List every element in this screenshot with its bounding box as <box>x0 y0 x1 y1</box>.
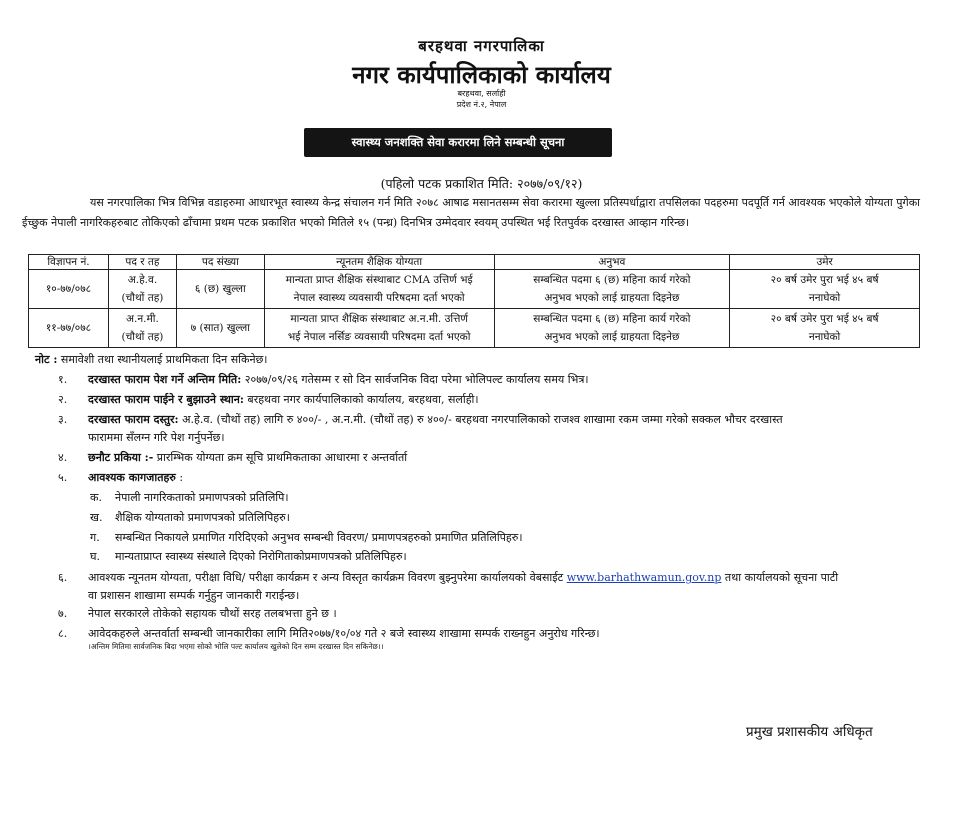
doc-item: मान्यताप्राप्त स्वास्थ्य संस्थाले दिएको निरोगिताकोप्रमाणपत्रको प्रतिलिपिहरु। <box>115 550 407 563</box>
table-header-row <box>29 255 920 270</box>
item-fee <box>88 410 783 430</box>
notice-title: स्वास्थ्य जनशक्ति सेवा करारमा लिने सम्बन्धी सूचना <box>304 128 612 157</box>
item-deadline <box>88 370 589 390</box>
doc-item: नेपाली नागरिकताको प्रमाणपत्रको प्रतिलिपि। <box>115 491 289 504</box>
item-text: २०७७/०९/२६ गतेसम्म र सो दिन सार्वजनिक विदा परेमा भोलिपल्ट कार्यालय समय भित्र। <box>241 373 589 386</box>
col-header-post: पद र तह <box>108 255 176 270</box>
cell-qualification <box>264 270 494 309</box>
office-name: नगर कार्यपालिकाको कार्यालय <box>352 60 611 89</box>
item-number: ६. <box>58 571 68 584</box>
address-line-2: प्रदेश नं.२, नेपाल <box>456 100 507 109</box>
age-line-1: २० बर्ष उमेर पुरा भई ४५ बर्ष <box>770 274 879 286</box>
qual-line-2: नेपाल स्वास्थ्य व्यवसायी परिषदमा दर्ता भएको <box>293 292 465 304</box>
age-line-2: ननाघेको <box>808 292 841 304</box>
cell-age <box>730 270 920 309</box>
doc-letter: क. <box>90 491 102 504</box>
cell-age <box>730 309 920 348</box>
item-text: प्रारम्भिक योग्यता क्रम सूचि प्राथमिकताका आधारमा र अन्तर्वार्ता <box>153 451 408 464</box>
exp-line-1: सम्बन्धित पदमा ६ (छ) महिना कार्य गरेको <box>533 274 691 286</box>
cell-count: ६ (छ) खुल्ला <box>176 270 264 309</box>
doc-letter: ख. <box>90 511 103 524</box>
post-line-2: (चौथों तह) <box>121 331 164 343</box>
footnote: ।अन्तिम मितिमा सार्वजनिक बिदा भएमा सोको भोलि पल्ट कार्यालय खुलेको दिन सम्म दरखास्त दिन सकिनेछ।। <box>88 642 384 651</box>
qual-line-2: भई नेपाल नर्सिङ व्यवसायी परिषदमा दर्ता भएको <box>287 331 471 343</box>
cell-experience <box>494 270 730 309</box>
post-line-1: अ.न.मी. <box>125 313 159 325</box>
doc-item: सम्बन्धित निकायले प्रमाणित गरिदिएको अनुभव सम्बन्धी विवरण/ प्रमाणपत्रहरुको प्रमाणित प्रतिलिपिहरु। <box>115 531 523 544</box>
col-header-ad-no: विज्ञापन नं. <box>29 255 109 270</box>
col-header-qualification: न्यूनतम शैक्षिक योग्यता <box>264 255 494 270</box>
cell-qualification <box>264 309 494 348</box>
item-label: दरखास्त फाराम पाईने र बुझाउने स्थान: <box>88 393 244 406</box>
signature-title: प्रमुख प्रशासकीय अधिकृत <box>746 724 873 740</box>
item-number: ४. <box>58 451 68 464</box>
doc-letter: घ. <box>90 550 100 563</box>
col-header-age: उमेर <box>730 255 920 270</box>
cell-post <box>108 270 176 309</box>
item-number: २. <box>58 393 68 406</box>
item-text: आवश्यक न्यूनतम योग्यता, परीक्षा विधि/ परीक्षा कार्यक्रम र अन्य विस्तृत कार्यक्रम विवरण बुझ्नुपरेमा कार्यालयको वेबसाईट <box>88 571 567 584</box>
website-link[interactable]: www.barhathwamun.gov.np <box>566 571 722 584</box>
address-line-1: बरहथवा, सर्लाही <box>457 89 506 98</box>
doc-item: शैक्षिक योग्यताको प्रमाणपत्रको प्रतिलिपिहरु। <box>115 511 290 524</box>
item-number: ७. <box>58 607 68 620</box>
item-number: ३. <box>58 413 68 426</box>
item-website-info <box>88 568 838 588</box>
cell-experience <box>494 309 730 348</box>
municipality-name: बरहथवा नगरपालिका <box>418 37 545 55</box>
vacancy-table <box>28 254 920 348</box>
cell-count: ७ (सात) खुल्ला <box>176 309 264 348</box>
exp-line-2: अनुभव भएको लाई ग्राहयता दिइनेछ <box>544 331 680 343</box>
item-text-after: तथा कार्यालयको सूचना पाटी <box>721 571 839 584</box>
item-salary: नेपाल सरकारले तोकेको सहायक चौथों सरह तलबभत्ता हुने छ । <box>88 607 337 620</box>
item-label: दरखास्त फाराम पेश गर्ने अन्तिम मिति: <box>88 373 242 386</box>
exp-line-2: अनुभव भएको लाई ग्राहयता दिइनेछ <box>544 292 680 304</box>
col-header-count: पद संख्या <box>176 255 264 270</box>
intro-paragraph: यस नगरपालिका भित्र विभिन्न वडाहरुमा आधारभूत स्वास्थ्य केन्द्र संचालन गर्न मिति २०७८ आषाढ मसानतसम्म सेवा करारमा खुल्ला प्रतिस्पर्धाद्वारा तपसिलका पदहरुमा पदपूर्ति गर्न आवश्यक भएकोले योग्यता पुगेका ईच्छुक नेपाली नागरिकहरुबाट तोकिएको ढाँचामा प्रथम पटक प्रकाशित भएको मितिले १५ (पन्ध्र) दिनभित्र उम्मेदवार स्वयम् उपस्थित भई रितपुर्वक दरखास्त आव्हान गरिन्छ। <box>22 196 920 229</box>
item-website-info-line-2: वा प्रशासन शाखामा सम्पर्क गर्नुहुन जानकारी गराईन्छ। <box>88 589 300 602</box>
item-selection-process <box>88 448 407 468</box>
age-line-1: २० बर्ष उमेर पुरा भई ४५ बर्ष <box>770 313 879 325</box>
item-text: : <box>175 471 184 484</box>
item-required-docs <box>88 468 183 488</box>
publish-date: (पहिलो पटक प्रकाशित मिति: २०७७/०९/१२) <box>380 176 583 191</box>
office-address <box>0 88 963 110</box>
age-line-2: ननाघेको <box>808 331 841 343</box>
item-label: दरखास्त फाराम दस्तुर: <box>88 413 179 426</box>
col-header-experience: अनुभव <box>494 255 730 270</box>
item-text: अ.हे.व. (चौथों तह) लागि रु ४००/- , अ.न.मी. (चौथों तह) रु ४००/- बरहथवा नगरपालिकाको राजश्व शाखामा रकम जम्मा गरेको सक्कल भौचर दरखास्त <box>178 413 783 426</box>
item-fee-line-2: फाराममा सँलग्न गरि पेश गर्नुपर्नेछ। <box>88 431 225 444</box>
doc-letter: ग. <box>90 531 100 544</box>
post-line-2: (चौथों तह) <box>121 292 164 304</box>
item-text: बरहथवा नगर कार्यपालिकाको कार्यालय, बरहथवा, सर्लाही। <box>243 393 479 406</box>
item-label: आवश्यक कागजातहरु <box>88 471 176 484</box>
note-text: समावेशी तथा स्थानीयलाई प्राथमिकता दिन सकिनेछ। <box>57 353 268 366</box>
cell-ad-no: १०-७७/०७८ <box>29 270 109 309</box>
item-number: ८. <box>58 627 68 640</box>
cell-ad-no: ११-७७/०७८ <box>29 309 109 348</box>
note-line <box>35 352 267 367</box>
item-number: ५. <box>58 471 68 484</box>
post-line-1: अ.हे.व. <box>127 274 158 286</box>
exp-line-1: सम्बन्धित पदमा ६ (छ) महिना कार्य गरेको <box>533 313 691 325</box>
item-number: १. <box>58 373 68 386</box>
note-label: नोट : <box>35 353 58 366</box>
item-label: छनौट प्रकिया :- <box>88 451 154 464</box>
cell-post <box>108 309 176 348</box>
item-submission-place <box>88 390 479 410</box>
qual-line-1: मान्यता प्राप्त शैक्षिक संस्थाबाट अ.न.मी. उत्तिर्ण <box>290 313 468 325</box>
qual-line-1: मान्यता प्राप्त शैक्षिक संस्थाबाट CMA उत्तिर्ण भई <box>285 274 473 286</box>
table-row <box>29 309 920 348</box>
table-row <box>29 270 920 309</box>
item-interview-contact: आवेदकहरुले अन्तर्वार्ता सम्बन्धी जानकारीका लागि मिति२०७७/१०/०४ गते २ बजे स्वास्थ्य शाखामा सम्पर्क राख्नहुन अनुरोध गरिन्छ। <box>88 627 600 640</box>
